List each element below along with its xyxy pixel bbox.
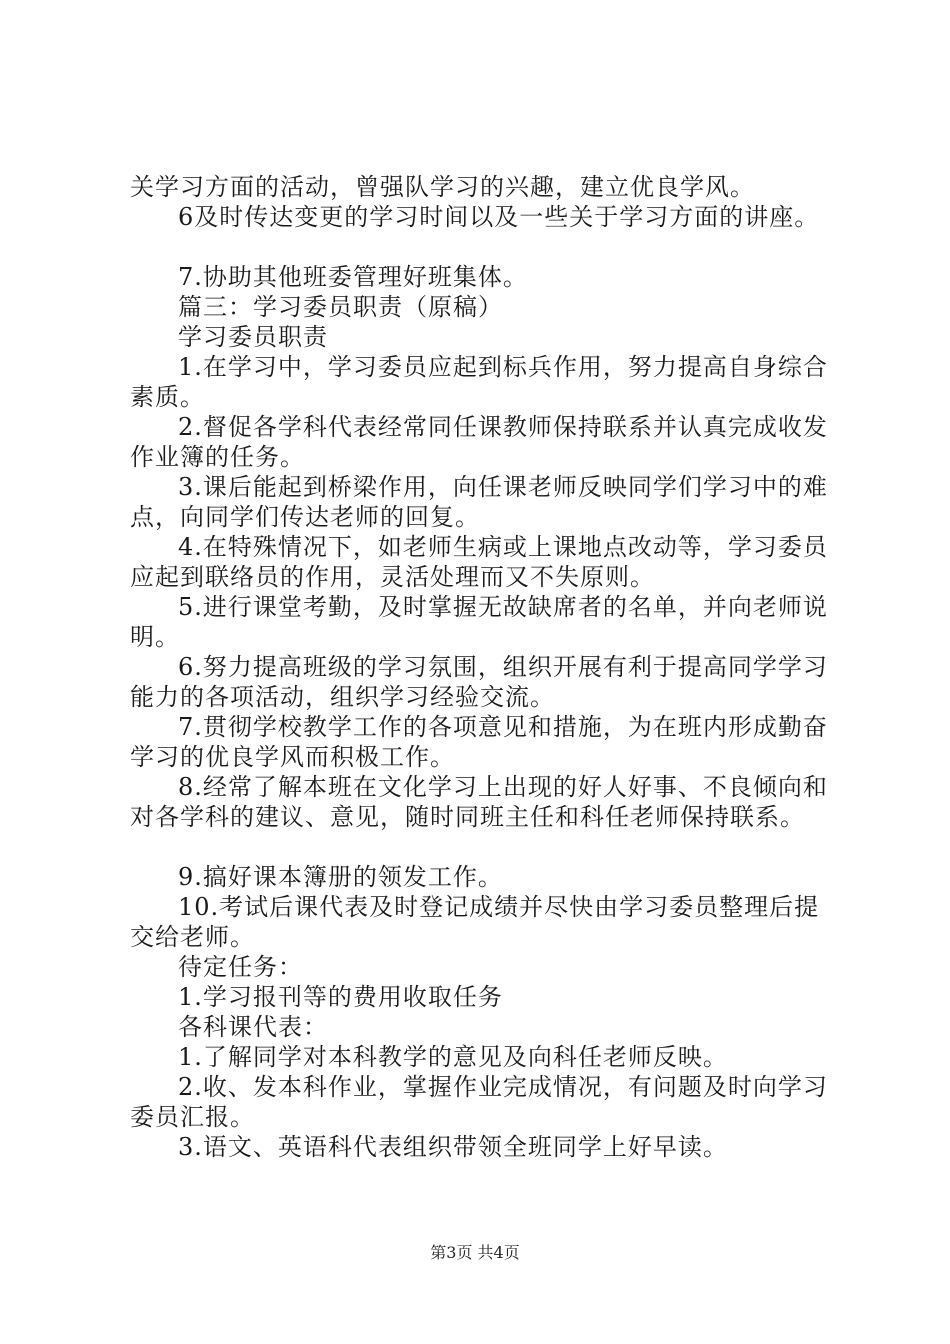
paragraph: 关学习方面的活动，曾强队学习的兴趣，建立优良学风。 [130,173,755,201]
paragraph: 3.语文、英语科代表组织带领全班同学上好早读。 [178,1133,728,1161]
section-subheading: 各科课代表： [178,1013,328,1041]
paragraph: 1.学习报刊等的费用收取任务 [178,983,503,1011]
paragraph: 6及时传达变更的学习时间以及一些关于学习方面的讲座。 [178,203,820,231]
paragraph: 9.搞好课本簿册的领发工作。 [178,863,503,891]
paragraph: 3.课后能起到桥梁作用，向任课老师反映同学们学习中的难点，向同学们传达老师的回复。 [130,473,828,531]
paragraph: 8.经常了解本班在文化学习上出现的好人好事、不良倾向和对各学科的建议、意见，随时同班主任和科任老师保持联系。 [130,773,828,831]
paragraph: 7.贯彻学校教学工作的各项意见和措施，为在班内形成勤奋学习的优良学风而积极工作。 [130,713,828,771]
paragraph: 2.督促各学科代表经常同任课教师保持联系并认真完成收发作业簿的任务。 [130,413,828,471]
section-subheading: 学习委员职责 [178,323,328,351]
section-heading: 篇三：学习委员职责（原稿） [178,293,503,321]
paragraph: 10.考试后课代表及时登记成绩并尽快由学习委员整理后提交给老师。 [130,893,820,951]
document-body [130,172,835,1162]
paragraph: 5.进行课堂考勤，及时掌握无故缺席者的名单，并向老师说明。 [130,593,828,651]
paragraph: 1.在学习中，学习委员应起到标兵作用，努力提高自身综合素质。 [130,353,828,411]
paragraph: 7.协助其他班委管理好班集体。 [178,263,528,291]
paragraph: 6.努力提高班级的学习氛围，组织开展有利于提高同学学习能力的各项活动，组织学习经验交流。 [130,653,828,711]
paragraph: 4.在特殊情况下，如老师生病或上课地点改动等，学习委员应起到联络员的作用，灵活处理而又不失原则。 [130,533,828,591]
page-number-footer: 第3页 共4页 [430,1243,520,1262]
section-subheading: 待定任务： [178,953,303,981]
paragraph: 1.了解同学对本科教学的意见及向科任老师反映。 [178,1043,728,1071]
paragraph: 2.收、发本科作业，掌握作业完成情况，有问题及时向学习委员汇报。 [130,1073,828,1131]
